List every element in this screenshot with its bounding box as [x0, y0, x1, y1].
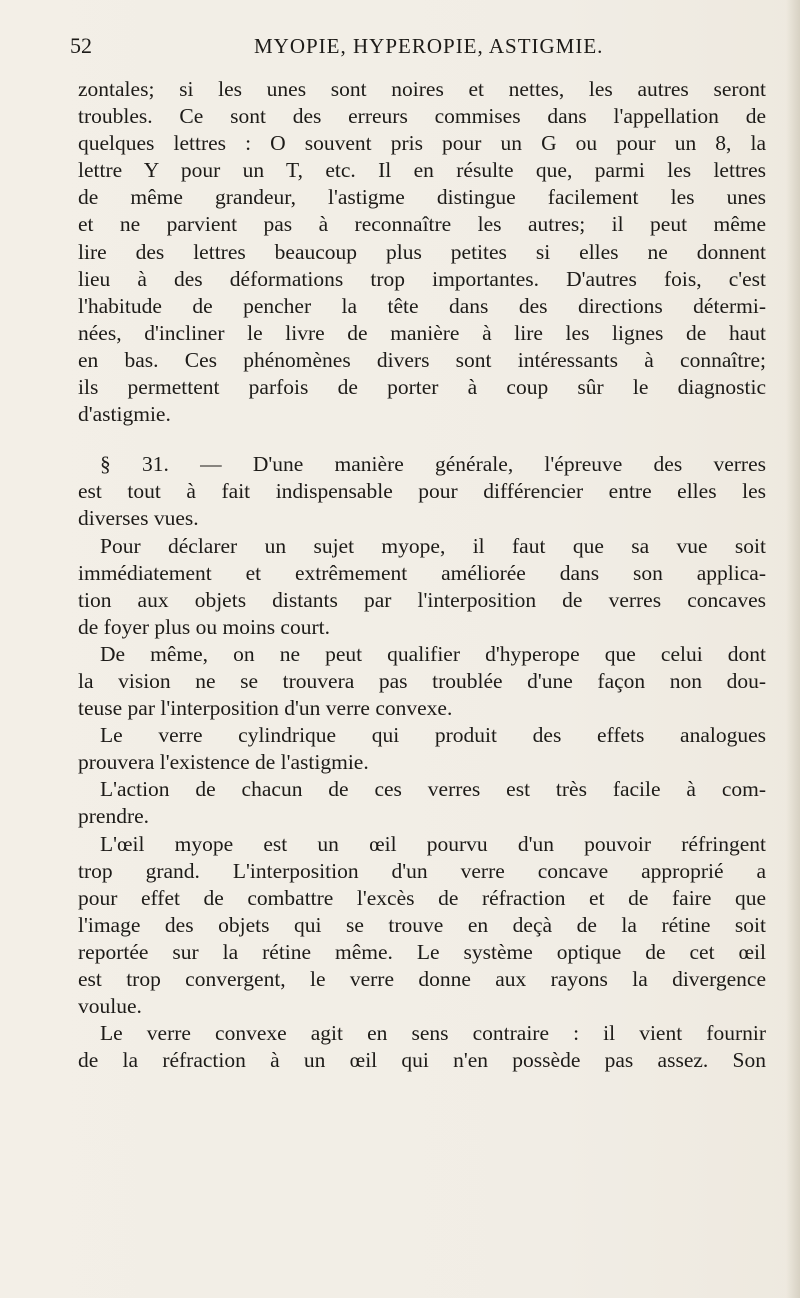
- text-line: pour effet de combattre l'excès de réfraction et de faire que: [78, 885, 766, 910]
- text-line: d'astigmie.: [78, 402, 171, 427]
- page-edge-shadow: [786, 0, 800, 1298]
- text-line: de la réfraction à un œil qui n'en possède pas assez. Son: [78, 1048, 766, 1073]
- paragraph-2: [78, 451, 766, 532]
- text-line: Pour déclarer un sujet myope, il faut que sa vue soit: [100, 533, 766, 558]
- text-line: en bas. Ces phénomènes divers sont intéressants à connaître;: [78, 347, 766, 372]
- body-text: [78, 76, 766, 1074]
- text-line: prendre.: [78, 804, 150, 829]
- page-header: [70, 32, 792, 62]
- paragraph-8: [78, 1020, 766, 1074]
- text-line: de foyer plus ou moins court.: [78, 614, 330, 639]
- running-title: MYOPIE, HYPEROPIE, ASTIGMIE.: [254, 34, 604, 58]
- paragraph-7: [78, 831, 766, 1021]
- paragraph-3: [78, 533, 766, 641]
- text-line: Le verre cylindrique qui produit des effets analogues: [100, 723, 766, 748]
- text-line: la vision ne se trouvera pas troublée d'une façon non dou-: [78, 668, 766, 693]
- text-line: lettre Y pour un T, etc. Il en résulte que, parmi les lettres: [78, 158, 766, 183]
- text-line: trop grand. L'interposition d'un verre concave approprié a: [78, 858, 766, 883]
- paragraph-4: [78, 641, 766, 722]
- paragraph-6: [78, 776, 766, 830]
- text-line: l'image des objets qui se trouve en deçà de la rétine soit: [78, 912, 766, 937]
- text-line: Le verre convexe agit en sens contraire : il vient fournir: [100, 1021, 766, 1046]
- text-line: prouvera l'existence de l'astigmie.: [78, 750, 369, 775]
- text-line: et ne parvient pas à reconnaître les autres; il peut même: [78, 212, 766, 237]
- text-line: tion aux objets distants par l'interposition de verres concaves: [78, 587, 766, 612]
- text-line: immédiatement et extrêmement améliorée dans son applica-: [78, 560, 766, 585]
- paragraph-1: [78, 76, 766, 428]
- text-line: l'habitude de pencher la tête dans des directions détermi-: [78, 293, 766, 318]
- text-line: teuse par l'interposition d'un verre convexe.: [78, 696, 453, 721]
- text-line: De même, on ne peut qualifier d'hyperope que celui dont: [100, 641, 766, 666]
- text-line: troubles. Ce sont des erreurs commises dans l'appellation de: [78, 104, 766, 129]
- paragraph-5: [78, 722, 766, 776]
- text-line: voulue.: [78, 994, 142, 1019]
- text-line: diverses vues.: [78, 506, 199, 531]
- text-line: zontales; si les unes sont noires et nettes, les autres seront: [78, 77, 766, 101]
- page-number: 52: [70, 33, 92, 58]
- text-line: de même grandeur, l'astigme distingue facilement les unes: [78, 185, 766, 210]
- text-line: ils permettent parfois de porter à coup sûr le diagnostic: [78, 375, 766, 400]
- text-line: nées, d'incliner le livre de manière à lire les lignes de haut: [78, 320, 766, 345]
- text-line: lire des lettres beaucoup plus petites si elles ne donnent: [78, 239, 766, 264]
- text-line: L'œil myope est un œil pourvu d'un pouvoir réfringent: [100, 831, 766, 856]
- section-heading-line: § 31. — D'une manière générale, l'épreuve des verres: [100, 452, 766, 477]
- text-line: reportée sur la rétine même. Le système optique de cet œil: [78, 939, 766, 964]
- text-line: lieu à des déformations trop importantes. D'autres fois, c'est: [78, 266, 766, 291]
- text-line: est tout à fait indispensable pour différencier entre elles les: [78, 479, 766, 504]
- text-line: quelques lettres : O souvent pris pour un G ou pour un 8, la: [78, 131, 766, 156]
- text-line: L'action de chacun de ces verres est très facile à com-: [100, 777, 766, 802]
- text-line: est trop convergent, le verre donne aux rayons la divergence: [78, 967, 766, 991]
- paragraph-gap: [78, 428, 766, 451]
